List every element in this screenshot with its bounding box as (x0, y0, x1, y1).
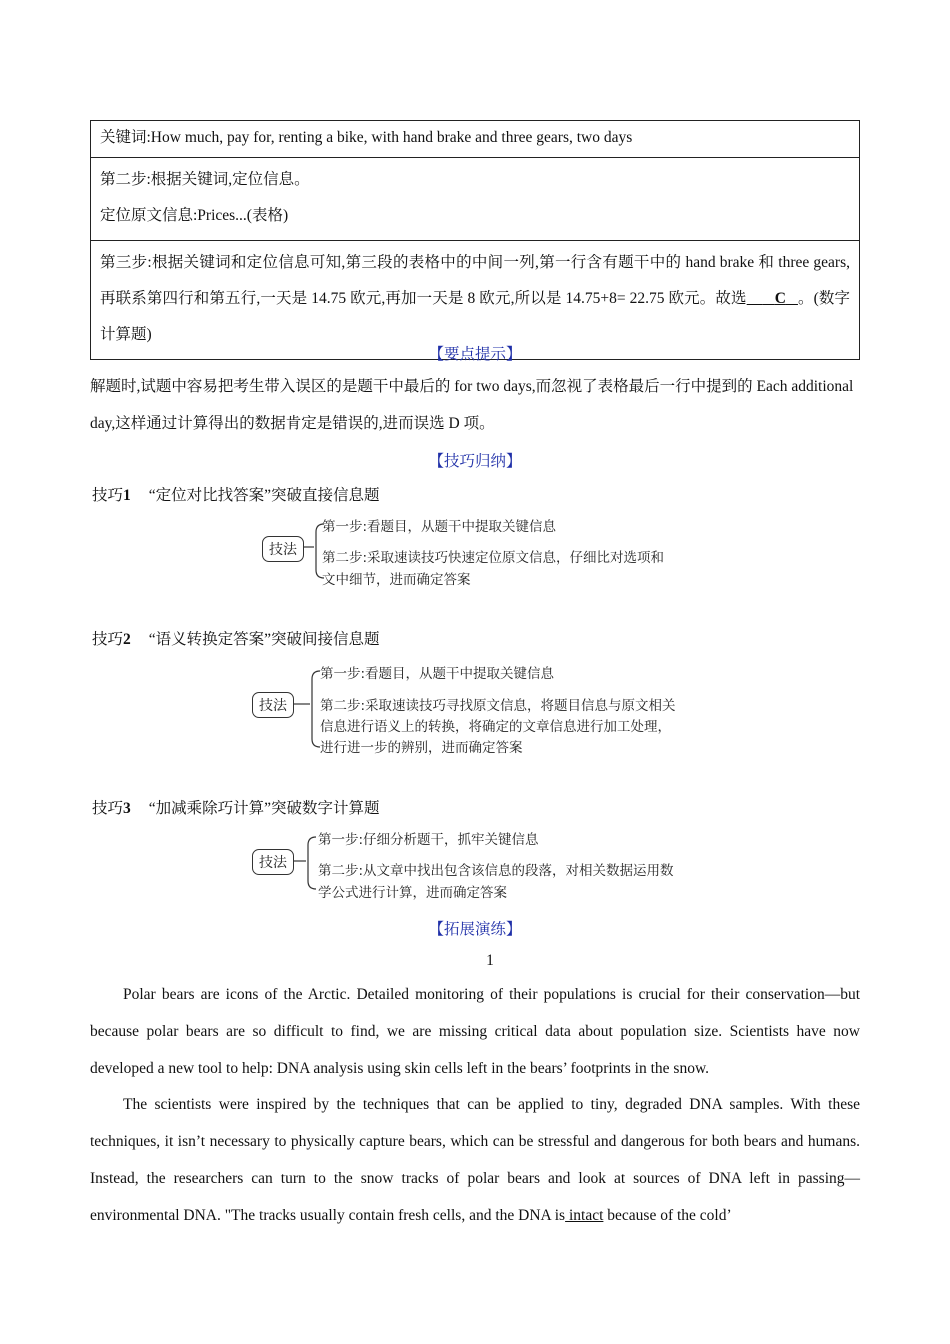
step3-suffix: 。(数字计算题) (100, 290, 851, 343)
practice-heading: 【拓展演练】 (428, 921, 522, 938)
tip-2-diagram (252, 661, 712, 761)
step2-cell (91, 158, 860, 241)
answer-blank-lead (747, 290, 763, 307)
answer-blank: C (774, 290, 786, 307)
tip-1-step2-line2: 文中细节，进而确定答案 (322, 572, 471, 588)
tip-1-step2-line1: 第二步:采取速读技巧快速定位原文信息，仔细比对选项和 (322, 550, 665, 566)
article-paragraph-2: The scientists were inspired by the techniques that can be applied to tiny, degraded DNA samples. With these techniques, it isn’t necessary to physically capture bears, which can be stressful and dangerous for both bears and humans. Instead, the researchers can turn to the snow tracks of polar bears and look at sources of DNA left in passing—environmental DNA. "The tracks usually contain fresh cells, and the DNA is intact because of the cold’ (90, 1096, 860, 1224)
step3-text: 第三步:根据关键词和定位信息可知,第三段的表格中的中间一列,第一行含有题干中的 hand brake 和 three gears,再联系第四行和第五行,一天是 14.75 欧元,再加一天是 8 欧元,所以是 14.75+8= 22.75 欧元。故选 (100, 254, 850, 307)
key-points-heading: 【要点提示】 (428, 346, 522, 363)
tip-2-step2-line2: 信息进行语义上的转换，将确定的文章信息进行加工处理， (320, 719, 671, 735)
tip-1-root-box: 技法 (262, 536, 304, 562)
table-row (91, 158, 860, 241)
step2-line: 第二步:根据关键词,定位信息。 (100, 171, 310, 188)
skills-heading: 【技巧归纳】 (428, 453, 522, 470)
tip-3-title: 技巧3 “加减乘除巧计算”突破数字计算题 (92, 800, 380, 817)
tip-3-step1: 第一步:仔细分析题干，抓牢关键信息 (318, 832, 539, 848)
locate-line: 定位原文信息:Prices...(表格) (100, 207, 289, 224)
tip-1-step1: 第一步:看题目，从题干中提取关键信息 (322, 519, 557, 535)
tip-2-step2-line3: 进行进一步的辨别，进而确定答案 (320, 740, 523, 756)
article-paragraph-1: Polar bears are icons of the Arctic. Detailed monitoring of their populations is crucial for their conservation—but because polar bears are so difficult to find, we are missing critical data about population size. Scientists have now developed a new tool to help: DNA analysis using skin cells left in the bears’ footprints in the snow. (90, 986, 860, 1077)
key-points-text: 解题时,试题中容易把考生带入误区的是题干中最后的 for two days,而忽视了表格最后一行中提到的 Each additional day,这样通过计算得出的数据肯定是错误的,进而误选 D 项。 (90, 378, 854, 432)
underlined-word: intact (565, 1207, 604, 1224)
tip-3-step2-line2: 学公式进行计算，进而确定答案 (318, 885, 507, 901)
tip-2-root-box: 技法 (252, 692, 294, 718)
tip-2-step2-line1: 第二步:采取速读技巧寻找原文信息，将题目信息与原文相关 (320, 698, 676, 714)
tip-2-step1: 第一步:看题目，从题干中提取关键信息 (320, 666, 555, 682)
tip-1-diagram (262, 514, 702, 594)
analysis-table (90, 120, 860, 360)
tip-3-root-box: 技法 (252, 849, 294, 875)
tip-2-title: 技巧2 “语义转换定答案”突破间接信息题 (92, 631, 380, 648)
tip-3-diagram (252, 827, 712, 907)
tip-3-step2-line1: 第二步:从文章中找出包含该信息的段落，对相关数据运用数 (318, 863, 674, 879)
passage-number: 1 (486, 952, 494, 969)
table-row (91, 121, 860, 158)
tip-1-title: 技巧1 “定位对比找答案”突破直接信息题 (92, 487, 380, 504)
keywords-cell: 关键词:How much, pay for, renting a bike, with hand brake and three gears, two days (91, 121, 860, 158)
